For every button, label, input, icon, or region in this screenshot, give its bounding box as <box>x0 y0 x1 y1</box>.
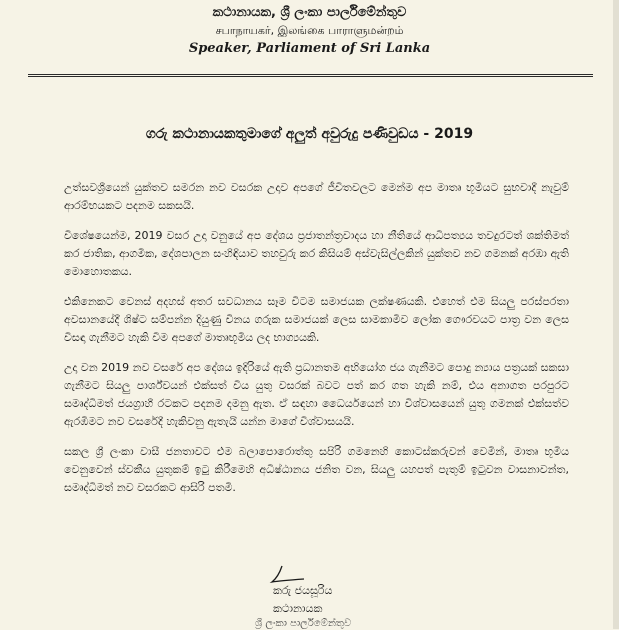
signature-mark <box>268 564 308 586</box>
signatory-name: කරු ජයසූරිය <box>273 584 333 597</box>
letterhead-english: Speaker, Parliament of Sri Lanka <box>188 41 431 56</box>
page-title: ගරු කථානායකතුමාගේ අලුත් අවුරුදු පණිවුඩය - 2019 <box>145 126 474 142</box>
header-divider <box>28 74 593 75</box>
letterhead-tamil: சபாநாயகர், இலங்கை பாராளுமன்றம் <box>215 24 404 37</box>
message-body <box>64 179 569 509</box>
paragraph-3: එකිනෙකට වෙනස් අදහස් අතර සවධානය සෑම විටම සමාජයක ලක්ෂණයකි. එහෙත් එම සියලු පරස්පරතා අවසානයේදී ශිෂ්ට සම්පන්න දියුණු විනය ගරුක සමාජයක් ලෙස සාමකාමීව ලෝක ගෞරවයට පාත්‍ර වන ලෙස විසඳා ගැනීමට හැකි වීම අපගේ මාතෘභූමිය ලද භාග්‍යයකි. <box>64 295 569 344</box>
letterhead-sinhala: කථානායක, ශ්‍රී ලංකා පාර්ලිමේන්තුව <box>212 5 407 20</box>
paragraph-5: සකල ශ්‍රී ලංකා වාසී ජනතාවට එම බලාපොරොත්තු සපිරි ගමනෙහි කොටස්කරුවන් වෙමින්, මාතෘ භූමිය වෙනුවෙන් ස්වකීය යුතුකම් ඉටු කිරීමෙහි අධිෂ්ඨානය ජනිත වන, සියලු යහපත් පැතුම් ඉටුවන වාසනාවන්ත, සමෘද්ධිමත් නව වසරකට ආසිරි පතමි. <box>64 445 569 494</box>
paragraph-4: උදා වන 2019 නව වසරේ අප දේශය ඉදිරියේ ඇති ප්‍රධානතම අභියෝග ජය ගැනීමට පොදු න්‍යාය පත්‍රයක් සකසා ගැනීමට සියලු පාර්ශ්වයන් එක්සත් විය යුතු වසරක් බවට පත් කර ගත හැකි නම්, එය අනාගත පරපුරට සමෘද්ධිමත් ජයග්‍රාහී රටකට පදනම දමනු ඇත. ඒ සඳහා ධෛර්යයෙන් හා විශ්වාසයෙන් යුතු ගමනක් එක්සත්ව ඇරඹීමට නව වසරේදී හැකිවනු ඇතැයි යන්න මාගේ විශ්වාසයයි. <box>64 361 569 428</box>
signatory-role: කථානායක <box>273 602 323 615</box>
header-divider-secondary <box>28 76 593 77</box>
paragraph-2: විශේෂයෙන්ම, 2019 වසර උදා වනුයේ අප දේශය ප්‍රජාතන්ත්‍රවාදය හා නීතියේ ආධිපත්‍යය තවදුරටත් ශක්තිමත් කර ජාතික, ආගමික, දේශපාලන සංහිඳියාව තහවුරු කර කිසියම් අස්වැසිල්ලකින් යුක්තව නව ගමනක් අරඹා ඇති මොහොතකය. <box>64 229 569 278</box>
signatory-office: ශ්‍රී ලංකා පාර්ලිමේන්තුව <box>255 618 352 629</box>
page-edge <box>613 0 619 629</box>
letterhead <box>0 4 619 58</box>
paragraph-1: උත්සවශ්‍රීයෙන් යුක්තව සමරන නව වසරක උදාව අපගේ ජීවිතවලට මෙන්ම අප මාතෘ භූමියට සුභවාදී නැවුම් ආරම්භයකට පදනම සකසයි. <box>64 181 569 212</box>
